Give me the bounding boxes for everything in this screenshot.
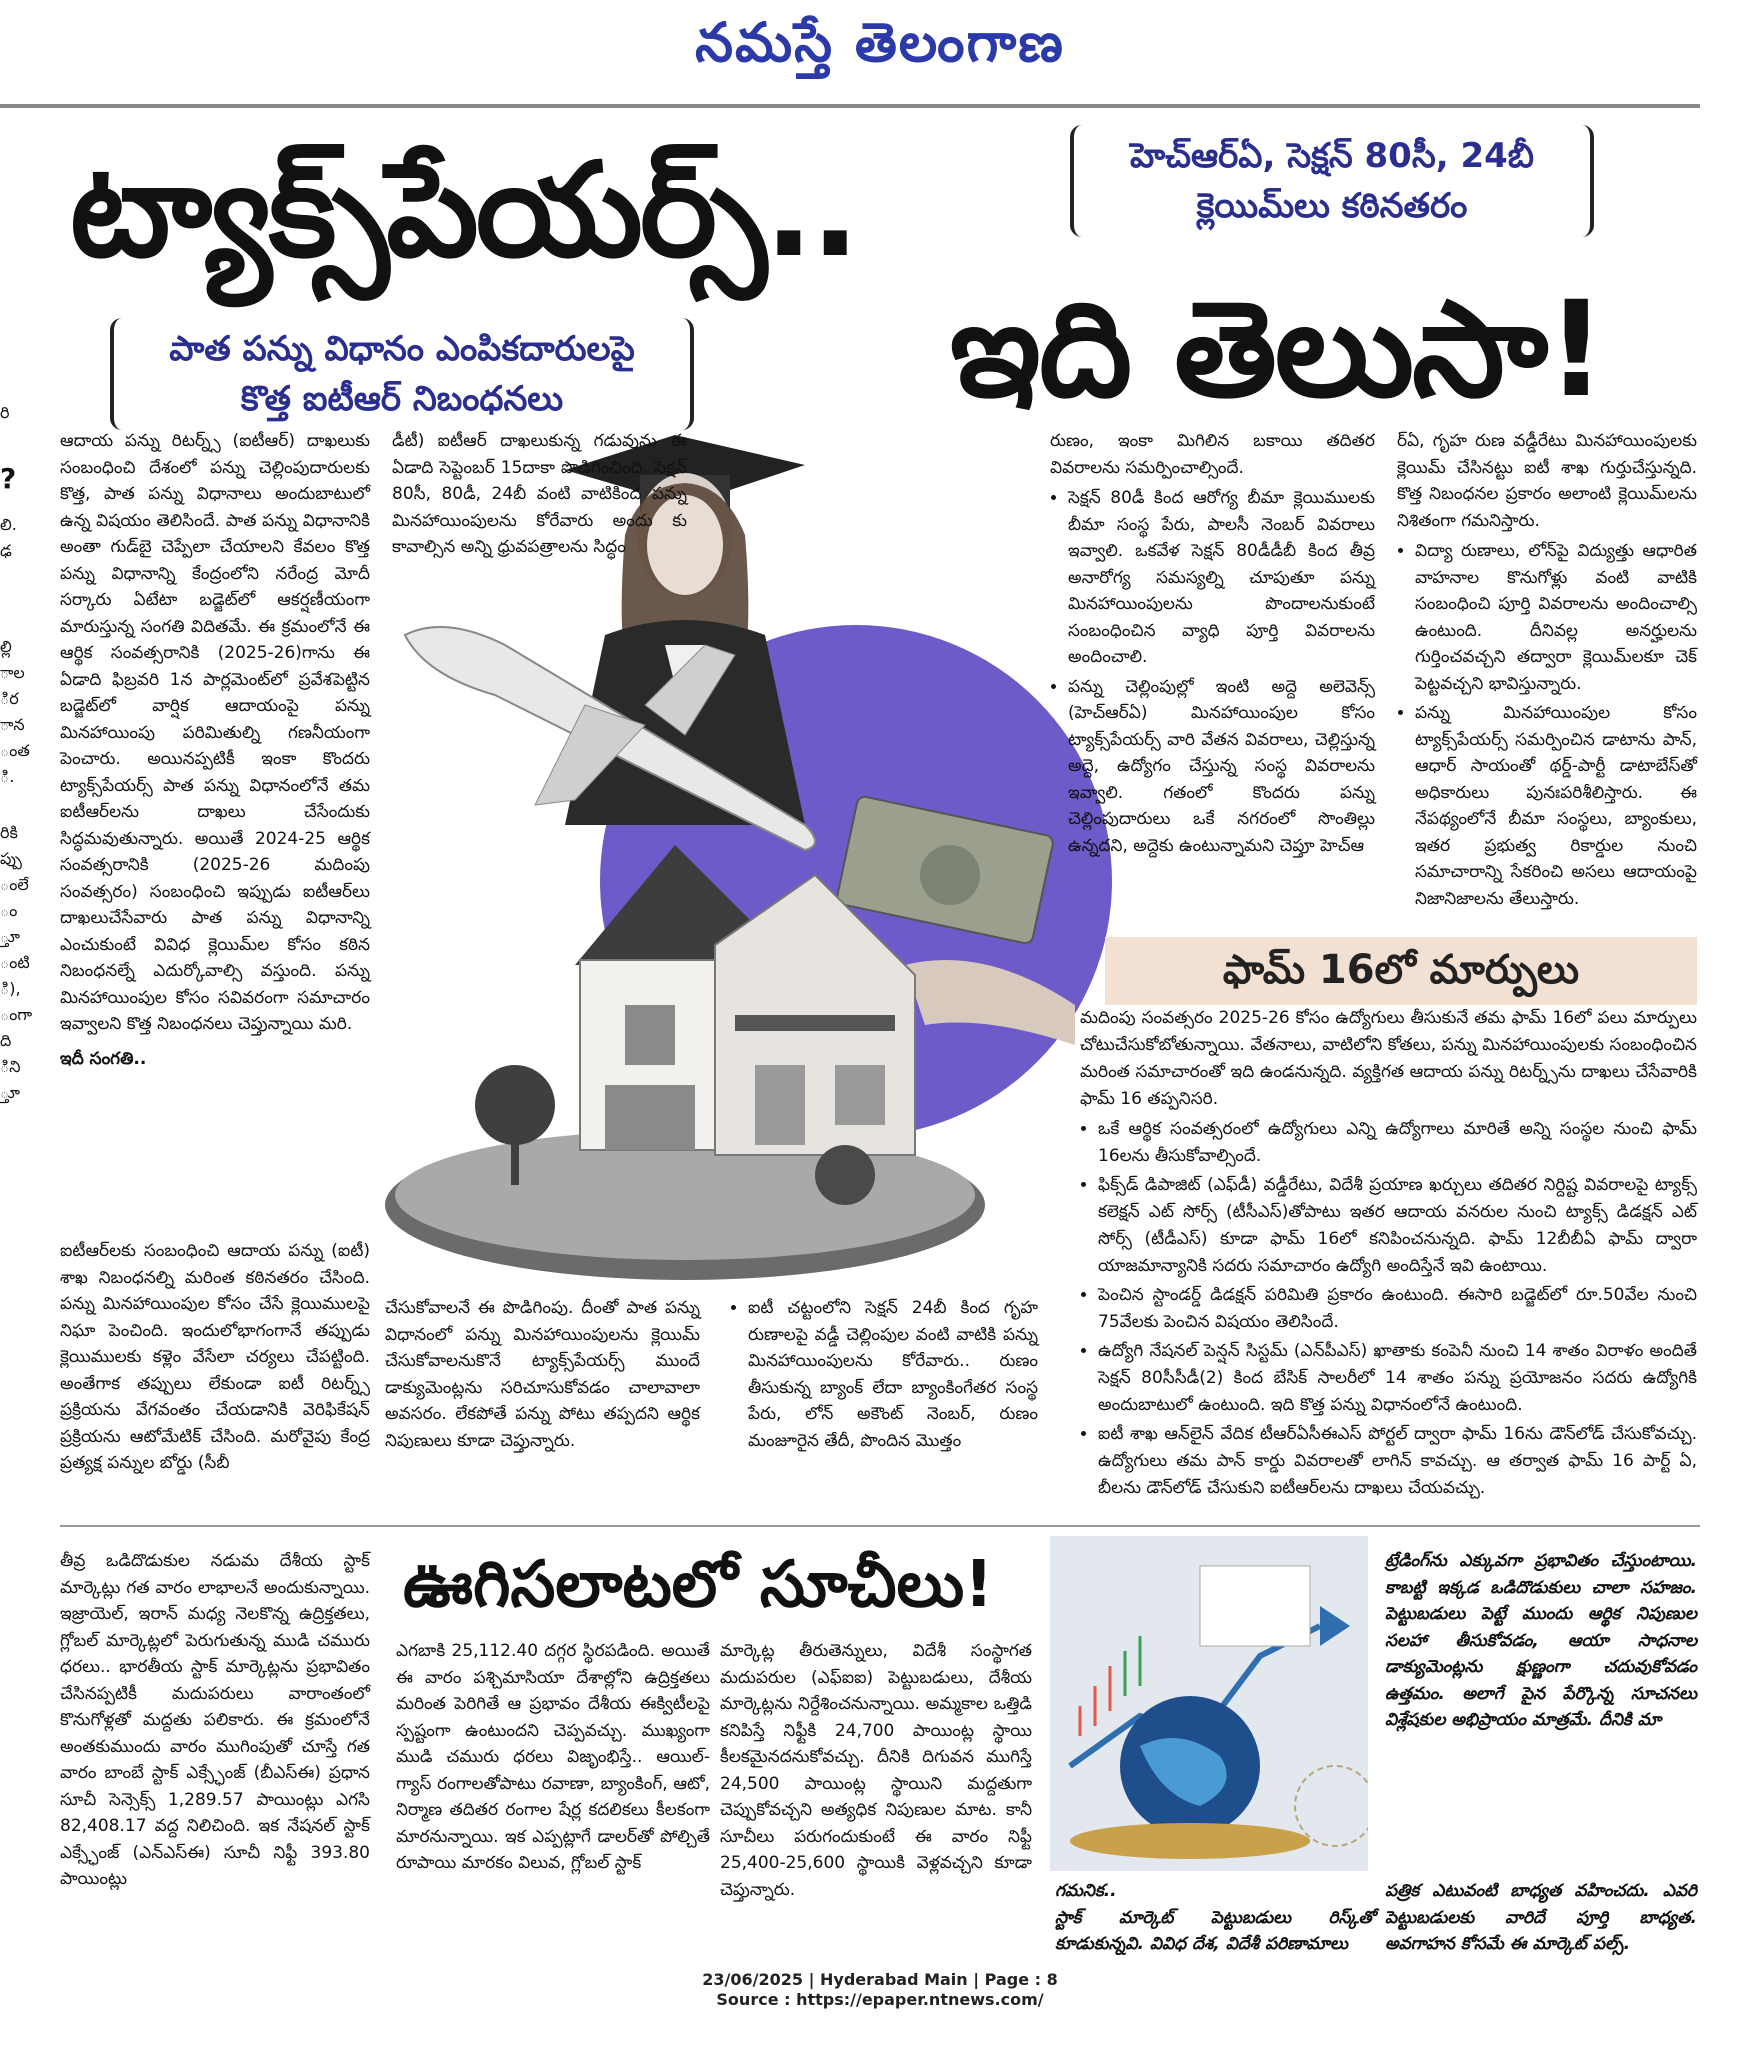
- headline-line1: ట్యాక్స్‌పేయర్స్‌..: [70, 134, 857, 286]
- strip-fragment: ల్లి: [0, 637, 12, 656]
- strip-fragment: రి: [0, 403, 10, 422]
- article-paragraph: ఐటీఆర్‌లకు సంబంధించి ఆదాయ పన్ను (ఐటీ) శాఖ నిబంధనల్ని మరింత కఠినతరం చేసింది. పన్ను మినహాయింపుల కోసం చేసే క్లెయిములపై నిఘా పెంచింది. ఇందులోభాగంగానే తప్పుడు క్లెయిములకు కళ్లెం వేసేలా చర్యలు చేపట్టింది. అంతేగాక తప్పులు లేకుండా ఐటీ రిటర్న్స్‌ ప్రక్రియను వేగవంతం చేయడానికి వెరిఫికేషన్‌ ప్రక్రియను ఆటోమేటిక్‌ చేసింది. మరోవైపు కేంద్ర ప్రత్యక్ష పన్నుల బోర్డు (సీబీ: [60, 1241, 370, 1473]
- article-paragraph: పత్రిక ఎటువంటి బాధ్యత వహించదు. ఎవరి పెట్టుబడులకు వారిదే పూర్తి బాధ్యత. అవగాహన కోసమే ఈ మార్కెట్‌ పల్స్‌.: [1385, 1881, 1697, 1954]
- article-column-2-top: [392, 428, 687, 565]
- article-paragraph: రుణం, ఇంకా మిగిలిన బకాయి తదితర వివరాలను సమర్పించాల్సిందే.: [1050, 431, 1375, 478]
- article-paragraph: ఆదాయ పన్ను రిటర్న్స్‌ (ఐటీఆర్‌) దాఖలుకు సంబంధించి దేశంలో పన్ను చెల్లింపుదారులకు కొత్త, పాత పన్ను విధానాలు అందుబాటులో ఉన్న విషయం తెలిసిందే. పాత పన్ను విధానానికి అంతా గుడ్‌బై చెప్పేలా చేయాలని కేవలం కొత్త పన్ను విధానాన్ని కేంద్రంలోని నరేంద్ర మోదీ సర్కారు ఏటేటా బడ్జెట్‌లో ఆకర్షణీయంగా మారుస్తున్న సంగతి విదితమే. ఈ క్రమంలోనే ఈ ఆర్థిక సంవత్సరానికి (2025-26)గాను ఈ ఏడాది ఫిబ్రవరి 1న పార్లమెంట్‌లో ప్రవేశపెట్టిన బడ్జెట్‌లో వార్షిక ఆదాయంపై పన్ను మినహాయింపు పరిమితుల్ని గణనీయంగా పెంచారు. అయినప్పటికీ ఇంకా కొందరు ట్యాక్స్‌పేయర్స్‌ పాత పన్ను విధానంలోనే తమ ఐటీఆర్‌లను దాఖలు చేసేందుకు సిద్ధమవుతున్నారు. అయితే 2024-25 ఆర్థిక సంవత్సరానికి (2025-26 మదింపు సంవత్సరం) సంబంధించి ఇప్పుడు ఐటీఆర్‌లు దాఖలుచేసేవారు పాత పన్ను విధానాన్ని ఎంచుకుంటే వివిధ క్లెయిమ్‌ల కోసం కఠిన నిబంధనల్నే ఎదుర్కోవాల్సి వస్తుంది. పన్ను మినహాయింపుల కోసం సవివరంగా సమాచారం ఇవ్వాలని కొత్త నిబంధనలు చెప్తున్నాయి మరి.: [60, 431, 370, 1034]
- article-bullet: • ఐటీ చట్టంలోని సెక్షన్‌ 24బీ కింద గృహ రుణాలపై వడ్డీ చెల్లింపుల వంటి వాటికి పన్ను మినహాయింపులను కోరేవారు.. రుణం తీసుకున్న బ్యాంక్‌ లేదా బ్యాంకింగేతర సంస్థ పేరు, లోన్‌ అకౌంట్‌ నెంబర్‌, రుణం మంజూరైన తేదీ, పొందిన మొత్తం: [748, 1295, 1038, 1454]
- strip-fragment: ంటి: [0, 953, 30, 972]
- article-paragraph: చేసుకోవాలనే ఈ పొడిగింపు. దీంతో పాత పన్ను విధానంలో పన్ను మినహాయింపులను క్లెయిమ్‌ చేసుకోవాలనుకొనే ట్యాక్స్‌పేయర్స్‌ ముందే డాక్యుమెంట్లను సరిచూసుకోవడం చాలావాలా అవసరం. లేకపోతే పన్ను పోటు తప్పదని ఆర్థిక నిపుణులు కూడా చెప్తున్నారు.: [385, 1298, 700, 1451]
- strip-fragment: ?: [0, 462, 17, 495]
- section-subhead: ఇదీ సంగతి..: [60, 1048, 147, 1069]
- article-paragraph: మార్కెట్ల తీరుతెన్నులు, విదేశీ సంస్థాగత మదుపరుల (ఎఫ్‌ఐఐ) పెట్టుబడులు, దేశీయ మార్కెట్లను నిర్దేశించనున్నాయి. అమ్మకాల ఒత్తిడి కనిపిస్తే నిఫ్టీకి 24,700 పాయింట్ల స్థాయి కీలకమైనదనుకోవచ్చు. దీనికి దిగువన ముగిస్తే 24,500 పాయింట్ల స్థాయిని మద్దతుగా చెప్పుకోవచ్చని అత్యధిక నిపుణుల మాట. కానీ సూచీలు పరుగందుకుంటే ఈ వారం నిఫ్టీ 25,400-25,600 స్థాయికి వెళ్లవచ్చని కూడా చెప్తున్నారు.: [720, 1641, 1032, 1900]
- note-label: గమనిక..: [1055, 1881, 1117, 1901]
- article-paragraph: ఎగబాకి 25,112.40 దగ్గర స్థిరపడింది. అయితే ఈ వారం పశ్చిమాసియా దేశాల్లోని ఉద్రిక్తతలు మరింత పెరిగితే ఆ ప్రభావం దేశీయ ఈక్విటీలపై స్పష్టంగా ఉంటుందని చెప్పవచ్చు. ముఖ్యంగా ముడి చమురు ధరలు విజృంభిస్తే.. ఆయిల్‌-గ్యాస్‌ రంగాలతోపాటు రవాణా, బ్యాంకింగ్‌, ఆటో, నిర్మాణ తదితర రంగాల షేర్ల కదలికలు కీలకంగా మారనున్నాయి. ఇక ఎప్పట్లాగే డాలర్‌తో పోల్చితే రూపాయి మారకం విలువ, గ్లోబల్‌ స్టాక్‌: [396, 1641, 710, 1873]
- strip-fragment: ాల: [0, 663, 25, 682]
- market-column-1: [60, 1548, 370, 1897]
- globe-chart-icon: [1050, 1536, 1368, 1871]
- strip-fragment: ంగా: [0, 1005, 33, 1024]
- article-column-1: [60, 428, 370, 1076]
- page-footer: [0, 1970, 1760, 2010]
- market-note: [1055, 1878, 1375, 1962]
- strip-fragment: లి.: [0, 515, 17, 534]
- strip-fragment: రికి: [0, 823, 18, 842]
- form16-box-header: [1105, 937, 1697, 1005]
- article-bullet: • సెక్షన్‌ 80డీ కింద ఆరోగ్య బీమా క్లెయిములకు బీమా సంస్థ పేరు, పాలసీ నెంబర్‌ వివరాలు ఇవ్వాలి. ఒకవేళ సెక్షన్‌ 80డీడీబీ కింద తీవ్ర అనారోగ్య సమస్యల్ని చూపుతూ పన్ను మినహాయింపులను పొందాలనుకుంటే సంబంధించిన వ్యాధి పూర్తి వివరాలను అందించాలి.: [1068, 485, 1375, 671]
- article-column-2-bottom: [385, 1295, 700, 1458]
- headline-line2: ఇది తెలుసా!: [950, 273, 1605, 427]
- form16-point: • పెంచిన స్టాండర్డ్‌ డిడక్షన్‌ పరిమితి ప్రకారం ఉంటుంది. ఈసారి బడ్జెట్‌లో రూ.50వేల నుంచి 75వేలకు పెంచిన విషయం తెలిసిందే.: [1098, 1282, 1697, 1336]
- newspaper-logo: నమస్తే తెలంగాణ: [695, 10, 1065, 74]
- market-column-2: [396, 1638, 710, 1881]
- article-column-3-bottom: [730, 1295, 1038, 1457]
- article-column-1-continued: [60, 1238, 370, 1481]
- article-bullet: • పన్ను మినహాయింపుల కోసం ట్యాక్స్‌పేయర్స్‌ సమర్పించిన డాటాను పాన్‌, ఆధార్‌ సాయంతో థర్డ్‌-పార్టీ డాటాబేస్‌తో అధికారులు పునఃపరిశీలిస్తారు. ఈ నేపథ్యంలోనే బీమా సంస్థలు, బ్యాంకులు, ఇతర ప్రభుత్వ రికార్డుల నుంచి సమాచారాన్ని సేకరించి అసలు ఆదాయంపై నిజానిజాలను తేలుస్తారు.: [1415, 700, 1697, 912]
- footer-date-edition: 23/06/2025 | Hyderabad Main | Page : 8: [702, 1970, 1058, 1989]
- strip-fragment: ్తూ: [0, 1083, 20, 1102]
- strip-fragment: ి),: [0, 979, 21, 998]
- top-kicker: [1070, 125, 1594, 237]
- strip-fragment: ిని: [0, 1057, 21, 1076]
- strip-fragment: ిర: [0, 689, 19, 708]
- strip-fragment: ం: [0, 901, 18, 920]
- section-divider: [60, 1525, 1700, 1527]
- market-headline: ఊగిసలాటలో సూచీలు!: [403, 1548, 994, 1622]
- footer-source-link[interactable]: Source : https://epaper.ntnews.com/: [716, 1990, 1044, 2009]
- form16-point: • ఉద్యోగి నేషనల్‌ పెన్షన్‌ సిస్టమ్‌ (ఎన్‌పీఎస్‌) ఖాతాకు కంపెనీ నుంచి 14 శాతం విరాళం అందితే సెక్షన్‌ 80సీసీడీ(2) కింద బేసిక్‌ సాలరీలో 14 శాతం పన్ను ప్రయోజనం సదరు ఉద్యోగికి అందుబాటులో ఉంటుంది. ఇది కొత్త పన్ను విధానంలోనే ఉంటుంది.: [1098, 1338, 1697, 1419]
- strip-fragment: ి.: [0, 767, 15, 786]
- form16-point: • ఫిక్స్‌డ్‌ డిపాజిట్‌ (ఎఫ్‌డీ) వడ్డీరేటు, విదేశీ ప్రయాణ ఖర్చులు తదితర నిర్దిష్ట వివరాలపై ట్యాక్స్‌ కలెక్షన్‌ ఎట్‌ సోర్స్‌ (టీసీఎస్‌)తోపాటు ఇతర ఆదాయ వనరుల నుంచి ట్యాక్స్‌ డిడక్షన్‌ ఎట్‌ సోర్స్‌ (టీడీఎస్‌) కూడా ఫామ్‌ 16లో కనిపించనున్నది. ఫామ్‌ 12బీబీఏ ఫామ్‌ ద్వారా యాజమాన్యానికి సదరు సమాచారం ఉద్యోగి అందిస్తేనే ఇవి ఉంటాయి.: [1098, 1172, 1697, 1280]
- market-column-3: [720, 1638, 1032, 1907]
- strip-fragment: ది: [0, 1031, 12, 1050]
- left-cut-strip: [0, 120, 33, 1350]
- form16-point: • ఐటీ శాఖ ఆన్‌లైన్‌ వేదిక టీఆర్‌ఏసీఈఎస్‌ పోర్టల్‌ ద్వారా ఫామ్‌ 16ను డౌన్‌లోడ్‌ చేసుకోవచ్చు. ఉద్యోగులు తమ పాన్‌ కార్డు వివరాలతో లాగిన్‌ కావచ్చు. ఆ తర్వాత ఫామ్‌ 16 పార్ట్‌ ఏ, బీలను డౌన్‌లోడ్‌ చేసుకుని ఐటీఆర్‌లను దాఖలు చేయవచ్చు.: [1098, 1421, 1697, 1502]
- top-kicker-line: హెచ్‌ఆర్‌ఏ, సెక్షన్‌ 80సీ, 24బీ: [1130, 136, 1534, 176]
- strip-fragment: ్తూ: [0, 927, 20, 946]
- article-bullet: • పన్ను చెల్లింపుల్లో ఇంటి అద్దె అలెవెన్స్‌ (హెచ్‌ఆర్‌ఏ) మినహాయింపుల కోసం ట్యాక్స్‌పేయర్స్‌ వారి వేతన వివరాలు, చెల్లిస్తున్న అద్దె, ఉద్యోగం చేస్తున్న సంస్థ వివరాలను ఇవ్వాలి. గతంలో కొందరు పన్ను చెల్లింపుదారులు ఒకే నగరంలో సొంతిల్లు ఉన్నదని, అద్దెకు ఉంటున్నామని చెప్తూ హెచ్‌ఆ: [1068, 674, 1375, 860]
- strip-fragment: ఢ: [0, 541, 12, 560]
- note-text: స్టాక్‌ మార్కెట్‌ పెట్టుబడులు రిస్క్‌తో కూడుకున్నవి. వివిధ దేశ, విదేశీ పరిణామాలు: [1055, 1907, 1375, 1954]
- form16-point: • ఒకే ఆర్థిక సంవత్సరంలో ఉద్యోగులు ఎన్ని ఉద్యోగాలు మారితే అన్ని సంస్థల నుంచి ఫామ్‌ 16లను తీసుకోవాల్సిందే.: [1098, 1116, 1697, 1170]
- market-column-4: [1385, 1548, 1697, 1738]
- article-paragraph: డీటీ) ఐటీఆర్‌ దాఖలుకున్న గడువును ఈ ఏడాది సెప్టెంబర్‌ 15దాకా పొడిగించింది. సెక్షన్‌ 80సీ, 80డీ, 24బీ వంటి వాటికింద పన్ను మినహాయింపులను కోరేవారు అందు కు కావాల్సిన అన్ని ధ్రువపత్రాలను సిద్ధం: [392, 431, 687, 557]
- top-kicker-line: క్లెయిమ్‌లు కఠినతరం: [1196, 186, 1468, 226]
- masthead: [0, 0, 1760, 100]
- article-paragraph: తీవ్ర ఒడిదొడుకుల నడుమ దేశీయ స్టాక్‌ మార్కెట్లు గత వారం లాభాలనే అందుకున్నాయి. ఇజ్రాయెల్‌, ఇరాన్‌ మధ్య నెలకొన్న ఉద్రిక్తతలు, గ్లోబల్‌ మార్కెట్లలో పెరుగుతున్న ముడి చమురు ధరలు.. భారతీయ స్టాక్‌ మార్కెట్లను ప్రభావితం చేసినప్పటికీ మదుపరులు వారాంతంలో కొనుగోళ్లతో మద్దతు పలికారు. ఈ క్రమంలోనే అంతకుముందు వారం ముగింపుతో చూస్తే గత వారం బాంబే స్టాక్‌ ఎక్స్ఛేంజ్‌ (బీఎస్‌ఈ) ప్రధాన సూచీ సెన్సెక్స్‌ 1,289.57 పాయింట్లు ఎగసి 82,408.17 వద్ద నిలిచింది. ఇక నేషనల్‌ స్టాక్‌ ఎక్స్ఛేంజ్‌ (ఎన్‌ఎస్‌ఈ) సూచీ నిఫ్టీ 393.80 పాయింట్లు: [60, 1551, 370, 1889]
- article-bullet: • విద్యా రుణాలు, లోన్‌పై విద్యుత్తు ఆధారిత వాహనాల కొనుగోళ్లు వంటి వాటికి సంబంధించి పూర్తి వివరాలను అందించాల్సి ఉంటుంది. దీనివల్ల అనర్హులను గుర్తించవచ్చని తద్వారా క్లెయిమ్‌లకూ చెక్‌ పెట్టవచ్చని భావిస్తున్నారు.: [1415, 538, 1697, 697]
- form16-title: ఫామ్‌ 16లో మార్పులు: [1222, 947, 1580, 993]
- form16-box-body: [1080, 1005, 1697, 1504]
- masthead-rule: [0, 104, 1700, 108]
- article-column-3: [1050, 428, 1375, 862]
- form16-intro: మదింపు సంవత్సరం 2025-26 కోసం ఉద్యోగులు తీసుకునే తమ ఫామ్‌ 16లో పలు మార్పులు చోటుచేసుకోబోతున్నాయి. వేతనాలు, వాటిలోని కోతలు, పన్ను మినహాయింపులకు సంబంధించిన మరింత సమాచారంతో ఇది ఉండనున్నది. వ్యక్తిగత ఆదాయ పన్ను రిటర్న్స్‌ను దాఖలు చేసేవారికి ఫామ్‌ 16 తప్పనిసరి.: [1080, 1008, 1697, 1109]
- strip-fragment: ాన: [0, 715, 25, 734]
- stock-market-photo: [1050, 1536, 1368, 1871]
- sub-kicker-line: పాత పన్ను విధానం ఎంపికదారులపై: [169, 329, 635, 369]
- strip-fragment: ంత: [0, 741, 30, 760]
- article-paragraph: ట్రేడింగ్‌ను ఎక్కువగా ప్రభావితం చేస్తుంటాయి. కాబట్టి ఇక్కడ ఒడిదొడుకులు చాలా సహజం. పెట్టుబడులు పెట్టే ముందు ఆర్థిక నిపుణుల సలహా తీసుకోవడం, ఆయా సాధనాల డాక్యుమెంట్లను క్షుణ్ణంగా చదువుకోవడం ఉత్తమం. అలాగే పైన పేర్కొన్న సూచనలు విశ్లేషకుల అభిప్రాయం మాత్రమే. దీనికి మా: [1385, 1551, 1697, 1730]
- article-column-4: [1397, 428, 1697, 915]
- strip-fragment: ంలే: [0, 875, 29, 894]
- article-paragraph: ర్‌ఏ, గృహ రుణ వడ్డీరేటు మినహాయింపులకు క్లెయిమ్‌ చేసినట్టు ఐటీ శాఖ గుర్తుచేస్తున్నది. కొత్త నిబంధనల ప్రకారం అలాంటి క్లెయిమ్‌లను నిశితంగా గమనిస్తారు.: [1397, 431, 1697, 531]
- sub-kicker-line: కొత్త ఐటీఆర్‌ నిబంధనలు: [240, 379, 564, 419]
- strip-fragment: ప్పు: [0, 849, 22, 868]
- market-column-4-end: [1385, 1878, 1697, 1962]
